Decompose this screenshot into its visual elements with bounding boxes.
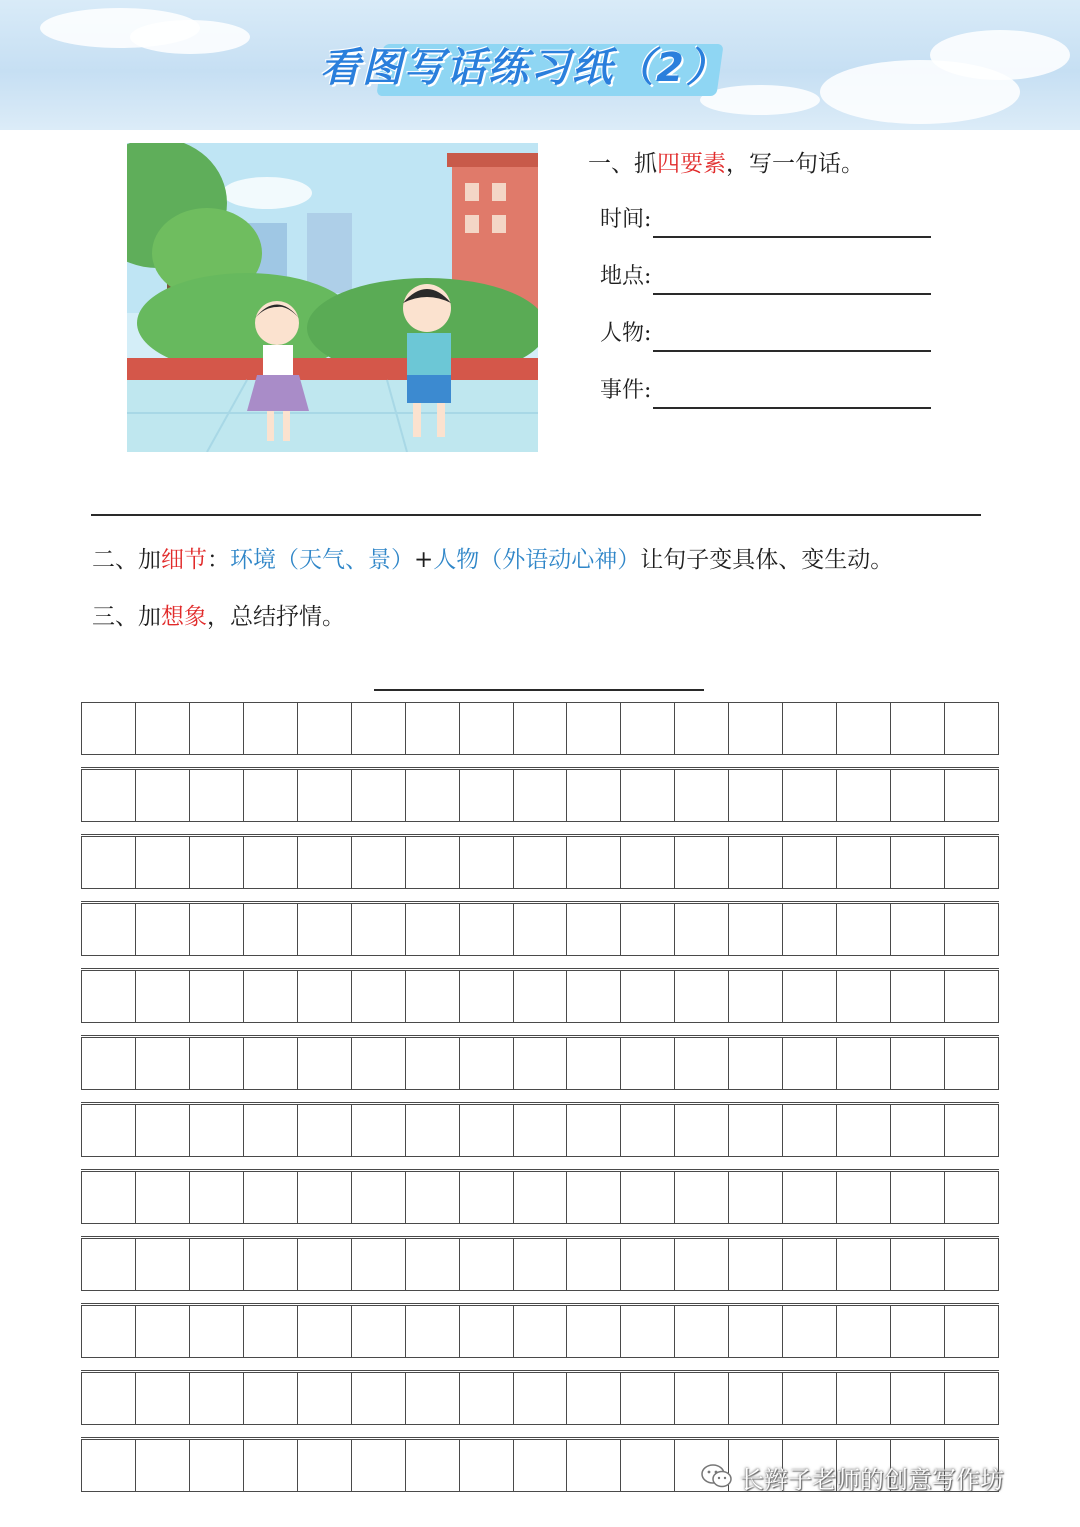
- grid-cell[interactable]: [297, 770, 351, 821]
- grid-cell[interactable]: [944, 1373, 998, 1424]
- grid-cell[interactable]: [82, 837, 135, 888]
- field-people[interactable]: [600, 316, 931, 352]
- grid-cell[interactable]: [944, 1306, 998, 1357]
- grid-cell[interactable]: [82, 1239, 135, 1290]
- grid-cell[interactable]: [782, 971, 836, 1022]
- grid-cell[interactable]: [243, 703, 297, 754]
- grid-cell[interactable]: [297, 837, 351, 888]
- grid-cell[interactable]: [82, 1440, 135, 1491]
- grid-cell[interactable]: [351, 1373, 405, 1424]
- grid-cell[interactable]: [513, 1105, 567, 1156]
- grid-cell[interactable]: [405, 1306, 459, 1357]
- grid-cell[interactable]: [135, 904, 189, 955]
- grid-cell[interactable]: [620, 1105, 674, 1156]
- grid-cell[interactable]: [836, 1172, 890, 1223]
- grid-row: [81, 1305, 999, 1358]
- field-time-label: 时间:: [600, 207, 652, 232]
- grid-cell[interactable]: [566, 770, 620, 821]
- grid-cell[interactable]: [351, 971, 405, 1022]
- grid-cell[interactable]: [82, 971, 135, 1022]
- section2-colon: ：: [207, 547, 230, 573]
- grid-cell[interactable]: [782, 904, 836, 955]
- grid-cell[interactable]: [620, 1440, 674, 1491]
- grid-cell[interactable]: [836, 971, 890, 1022]
- grid-cell[interactable]: [459, 904, 513, 955]
- section2-plus: +: [414, 547, 434, 573]
- grid-cell[interactable]: [189, 837, 243, 888]
- grid-cell[interactable]: [135, 703, 189, 754]
- grid-cell[interactable]: [890, 1239, 944, 1290]
- grid-cell[interactable]: [890, 1172, 944, 1223]
- grid-cell[interactable]: [944, 837, 998, 888]
- field-place-label: 地点:: [600, 264, 652, 289]
- grid-cell[interactable]: [297, 703, 351, 754]
- grid-cell[interactable]: [297, 1306, 351, 1357]
- grid-cell[interactable]: [836, 1306, 890, 1357]
- grid-cell[interactable]: [782, 1038, 836, 1089]
- grid-cell[interactable]: [405, 770, 459, 821]
- grid-cell[interactable]: [135, 1373, 189, 1424]
- grid-cell[interactable]: [189, 1105, 243, 1156]
- grid-cell[interactable]: [189, 1440, 243, 1491]
- grid-cell[interactable]: [728, 904, 782, 955]
- grid-cell[interactable]: [728, 1105, 782, 1156]
- grid-cell[interactable]: [620, 1373, 674, 1424]
- grid-cell[interactable]: [135, 1306, 189, 1357]
- grid-row: [81, 903, 999, 956]
- grid-cell[interactable]: [890, 1105, 944, 1156]
- field-people-blank[interactable]: [653, 324, 931, 352]
- grid-cell[interactable]: [674, 770, 728, 821]
- grid-cell[interactable]: [620, 1306, 674, 1357]
- grid-cell[interactable]: [566, 1038, 620, 1089]
- field-place-blank[interactable]: [653, 267, 931, 295]
- grid-cell[interactable]: [566, 1172, 620, 1223]
- grid-cell[interactable]: [566, 1239, 620, 1290]
- grid-cell[interactable]: [782, 837, 836, 888]
- grid-cell[interactable]: [135, 1105, 189, 1156]
- grid-cell[interactable]: [243, 837, 297, 888]
- grid-gap-line: [81, 968, 999, 969]
- watermark: [700, 1462, 1004, 1498]
- grid-cell[interactable]: [944, 1172, 998, 1223]
- grid-cell[interactable]: [135, 1239, 189, 1290]
- grid-cell[interactable]: [243, 1038, 297, 1089]
- section3-prefix: 三、加: [92, 604, 161, 630]
- grid-cell[interactable]: [836, 1105, 890, 1156]
- grid-gap-line: [81, 1370, 999, 1371]
- grid-cell[interactable]: [351, 904, 405, 955]
- grid-cell[interactable]: [728, 837, 782, 888]
- grid-row: [81, 1037, 999, 1090]
- grid-cell[interactable]: [459, 1038, 513, 1089]
- section2-heading: [92, 542, 893, 578]
- grid-cell[interactable]: [82, 703, 135, 754]
- grid-cell[interactable]: [351, 1105, 405, 1156]
- grid-cell[interactable]: [620, 1172, 674, 1223]
- grid-cell[interactable]: [674, 904, 728, 955]
- grid-cell[interactable]: [674, 1306, 728, 1357]
- grid-gap-line: [81, 1169, 999, 1170]
- grid-cell[interactable]: [513, 770, 567, 821]
- grid-cell[interactable]: [566, 904, 620, 955]
- grid-cell[interactable]: [243, 1306, 297, 1357]
- grid-cell[interactable]: [459, 1105, 513, 1156]
- grid-cell[interactable]: [513, 837, 567, 888]
- grid-cell[interactable]: [243, 1239, 297, 1290]
- grid-cell[interactable]: [513, 1373, 567, 1424]
- grid-cell[interactable]: [728, 1239, 782, 1290]
- grid-cell[interactable]: [297, 1105, 351, 1156]
- grid-cell[interactable]: [944, 1038, 998, 1089]
- grid-gap-line: [81, 901, 999, 902]
- grid-cell[interactable]: [189, 770, 243, 821]
- grid-cell[interactable]: [297, 1239, 351, 1290]
- scene-illustration: [127, 143, 538, 452]
- grid-cell[interactable]: [782, 770, 836, 821]
- grid-cell[interactable]: [620, 837, 674, 888]
- grid-cell[interactable]: [620, 1038, 674, 1089]
- grid-cell[interactable]: [728, 1306, 782, 1357]
- grid-gap-line: [81, 1437, 999, 1438]
- grid-cell[interactable]: [674, 1239, 728, 1290]
- grid-cell[interactable]: [674, 1373, 728, 1424]
- section1-heading: [588, 146, 864, 182]
- grid-cell[interactable]: [243, 1105, 297, 1156]
- grid-cell[interactable]: [82, 904, 135, 955]
- grid-cell[interactable]: [782, 1105, 836, 1156]
- grid-cell[interactable]: [890, 770, 944, 821]
- grid-cell[interactable]: [836, 837, 890, 888]
- grid-cell[interactable]: [890, 904, 944, 955]
- grid-cell[interactable]: [890, 971, 944, 1022]
- section1-highlight: 四要素: [657, 151, 726, 177]
- grid-cell[interactable]: [189, 971, 243, 1022]
- grid-cell[interactable]: [459, 971, 513, 1022]
- grid-cell[interactable]: [674, 1172, 728, 1223]
- grid-cell[interactable]: [620, 1239, 674, 1290]
- grid-cell[interactable]: [351, 1038, 405, 1089]
- grid-cell[interactable]: [405, 971, 459, 1022]
- grid-row: [81, 970, 999, 1023]
- grid-cell[interactable]: [782, 703, 836, 754]
- grid-cell[interactable]: [566, 1105, 620, 1156]
- grid-cell[interactable]: [836, 904, 890, 955]
- grid-cell[interactable]: [728, 703, 782, 754]
- grid-gap-line: [81, 767, 999, 768]
- grid-row: [81, 1171, 999, 1224]
- grid-cell[interactable]: [351, 1239, 405, 1290]
- grid-cell[interactable]: [944, 971, 998, 1022]
- field-people-label: 人物:: [600, 321, 652, 346]
- grid-cell[interactable]: [566, 837, 620, 888]
- grid-cell[interactable]: [836, 1373, 890, 1424]
- grid-cell[interactable]: [566, 1306, 620, 1357]
- grid-cell[interactable]: [297, 971, 351, 1022]
- watermark-text: 长辫子老师的创意写作坊: [740, 1466, 1004, 1494]
- section3-suffix: ，总结抒情。: [207, 604, 345, 630]
- field-event-label: 事件:: [600, 378, 652, 403]
- grid-cell[interactable]: [674, 703, 728, 754]
- grid-cell[interactable]: [297, 1172, 351, 1223]
- grid-cell[interactable]: [135, 1038, 189, 1089]
- grid-cell[interactable]: [836, 1038, 890, 1089]
- grid-cell[interactable]: [351, 1440, 405, 1491]
- section2-suffix: 让句子变具体、变生动。: [640, 547, 894, 573]
- grid-cell[interactable]: [944, 904, 998, 955]
- grid-cell[interactable]: [243, 1440, 297, 1491]
- grid-cell[interactable]: [189, 1172, 243, 1223]
- grid-cell[interactable]: [836, 770, 890, 821]
- answer-line[interactable]: [91, 514, 981, 516]
- grid-cell[interactable]: [728, 1172, 782, 1223]
- grid-cell[interactable]: [351, 1172, 405, 1223]
- section3-heading: [92, 599, 345, 635]
- grid-cell[interactable]: [728, 770, 782, 821]
- essay-title-line[interactable]: [374, 689, 704, 691]
- grid-cell[interactable]: [297, 1440, 351, 1491]
- grid-cell[interactable]: [297, 904, 351, 955]
- grid-cell[interactable]: [135, 770, 189, 821]
- grid-cell[interactable]: [836, 1239, 890, 1290]
- grid-cell[interactable]: [513, 1239, 567, 1290]
- grid-cell[interactable]: [620, 770, 674, 821]
- grid-cell[interactable]: [459, 1172, 513, 1223]
- grid-cell[interactable]: [405, 1373, 459, 1424]
- grid-cell[interactable]: [459, 1239, 513, 1290]
- grid-cell[interactable]: [674, 1038, 728, 1089]
- grid-cell[interactable]: [351, 770, 405, 821]
- grid-cell[interactable]: [405, 1172, 459, 1223]
- grid-cell[interactable]: [405, 1440, 459, 1491]
- grid-cell[interactable]: [405, 904, 459, 955]
- grid-cell[interactable]: [297, 1373, 351, 1424]
- grid-cell[interactable]: [674, 1105, 728, 1156]
- grid-cell[interactable]: [405, 1239, 459, 1290]
- grid-cell[interactable]: [513, 1306, 567, 1357]
- grid-cell[interactable]: [459, 770, 513, 821]
- grid-cell[interactable]: [566, 1440, 620, 1491]
- grid-gap-line: [81, 1236, 999, 1237]
- section1-prefix: 一、抓: [588, 151, 657, 177]
- grid-cell[interactable]: [782, 1172, 836, 1223]
- header-banner: [0, 0, 1080, 130]
- grid-cell[interactable]: [459, 1306, 513, 1357]
- grid-cell[interactable]: [513, 1038, 567, 1089]
- grid-cell[interactable]: [513, 1440, 567, 1491]
- grid-cell[interactable]: [890, 837, 944, 888]
- grid-cell[interactable]: [135, 837, 189, 888]
- page-title: 看图写话练习纸（2）: [320, 45, 728, 91]
- grid-cell[interactable]: [243, 770, 297, 821]
- grid-cell[interactable]: [189, 1306, 243, 1357]
- grid-gap-line: [81, 1035, 999, 1036]
- grid-cell[interactable]: [189, 904, 243, 955]
- section1-suffix: ，写一句话。: [726, 151, 864, 177]
- grid-gap-line: [81, 1102, 999, 1103]
- wechat-icon: [700, 1462, 734, 1500]
- grid-cell[interactable]: [513, 703, 567, 754]
- field-place[interactable]: [600, 259, 931, 295]
- grid-cell[interactable]: [351, 703, 405, 754]
- grid-cell[interactable]: [459, 837, 513, 888]
- grid-cell[interactable]: [82, 1172, 135, 1223]
- grid-cell[interactable]: [189, 1038, 243, 1089]
- grid-cell[interactable]: [944, 1239, 998, 1290]
- grid-cell[interactable]: [728, 1038, 782, 1089]
- grid-cell[interactable]: [620, 971, 674, 1022]
- grid-cell[interactable]: [351, 1306, 405, 1357]
- section2-environment: 环境（天气、景）: [230, 547, 414, 573]
- grid-cell[interactable]: [620, 904, 674, 955]
- grid-cell[interactable]: [513, 904, 567, 955]
- grid-cell[interactable]: [566, 1373, 620, 1424]
- grid-cell[interactable]: [189, 1373, 243, 1424]
- section2-character: 人物（外语动心神）: [433, 547, 641, 573]
- grid-cell[interactable]: [513, 1172, 567, 1223]
- grid-cell[interactable]: [405, 1038, 459, 1089]
- grid-gap-line: [81, 834, 999, 835]
- grid-cell[interactable]: [459, 703, 513, 754]
- grid-cell[interactable]: [82, 770, 135, 821]
- grid-cell[interactable]: [674, 971, 728, 1022]
- section3-highlight: 想象: [161, 604, 207, 630]
- grid-cell[interactable]: [135, 971, 189, 1022]
- grid-cell[interactable]: [243, 1172, 297, 1223]
- grid-cell[interactable]: [243, 904, 297, 955]
- grid-row: [81, 1104, 999, 1157]
- grid-cell[interactable]: [566, 703, 620, 754]
- grid-cell[interactable]: [459, 1373, 513, 1424]
- grid-cell[interactable]: [513, 971, 567, 1022]
- grid-cell[interactable]: [297, 1038, 351, 1089]
- grid-cell[interactable]: [674, 837, 728, 888]
- grid-cell[interactable]: [82, 1105, 135, 1156]
- grid-cell[interactable]: [566, 971, 620, 1022]
- grid-cell[interactable]: [620, 703, 674, 754]
- grid-cell[interactable]: [405, 837, 459, 888]
- grid-gap-line: [81, 1303, 999, 1304]
- grid-cell[interactable]: [944, 703, 998, 754]
- grid-cell[interactable]: [243, 971, 297, 1022]
- grid-row: [81, 1238, 999, 1291]
- grid-cell[interactable]: [890, 703, 944, 754]
- grid-row: [81, 836, 999, 889]
- section2-highlight: 细节: [161, 547, 207, 573]
- grid-cell[interactable]: [782, 1306, 836, 1357]
- grid-cell[interactable]: [135, 1440, 189, 1491]
- grid-cell[interactable]: [944, 1105, 998, 1156]
- grid-cell[interactable]: [82, 1373, 135, 1424]
- grid-cell[interactable]: [405, 1105, 459, 1156]
- field-event-blank[interactable]: [653, 381, 931, 409]
- grid-cell[interactable]: [351, 837, 405, 888]
- grid-cell[interactable]: [82, 1038, 135, 1089]
- grid-cell[interactable]: [459, 1440, 513, 1491]
- grid-cell[interactable]: [135, 1172, 189, 1223]
- field-time[interactable]: [600, 202, 931, 238]
- grid-cell[interactable]: [890, 1038, 944, 1089]
- section2-prefix: 二、加: [92, 547, 161, 573]
- grid-cell[interactable]: [890, 1373, 944, 1424]
- grid-cell[interactable]: [243, 1373, 297, 1424]
- grid-cell[interactable]: [82, 1306, 135, 1357]
- grid-cell[interactable]: [405, 703, 459, 754]
- field-event[interactable]: [600, 373, 931, 409]
- grid-cell[interactable]: [728, 1373, 782, 1424]
- grid-cell[interactable]: [836, 703, 890, 754]
- grid-cell[interactable]: [782, 1239, 836, 1290]
- grid-cell[interactable]: [890, 1306, 944, 1357]
- grid-cell[interactable]: [782, 1373, 836, 1424]
- grid-cell[interactable]: [728, 971, 782, 1022]
- grid-row: [81, 702, 999, 755]
- grid-cell[interactable]: [944, 770, 998, 821]
- grid-row: [81, 1372, 999, 1425]
- field-time-blank[interactable]: [653, 210, 931, 238]
- grid-cell[interactable]: [189, 1239, 243, 1290]
- grid-row: [81, 769, 999, 822]
- grid-cell[interactable]: [189, 703, 243, 754]
